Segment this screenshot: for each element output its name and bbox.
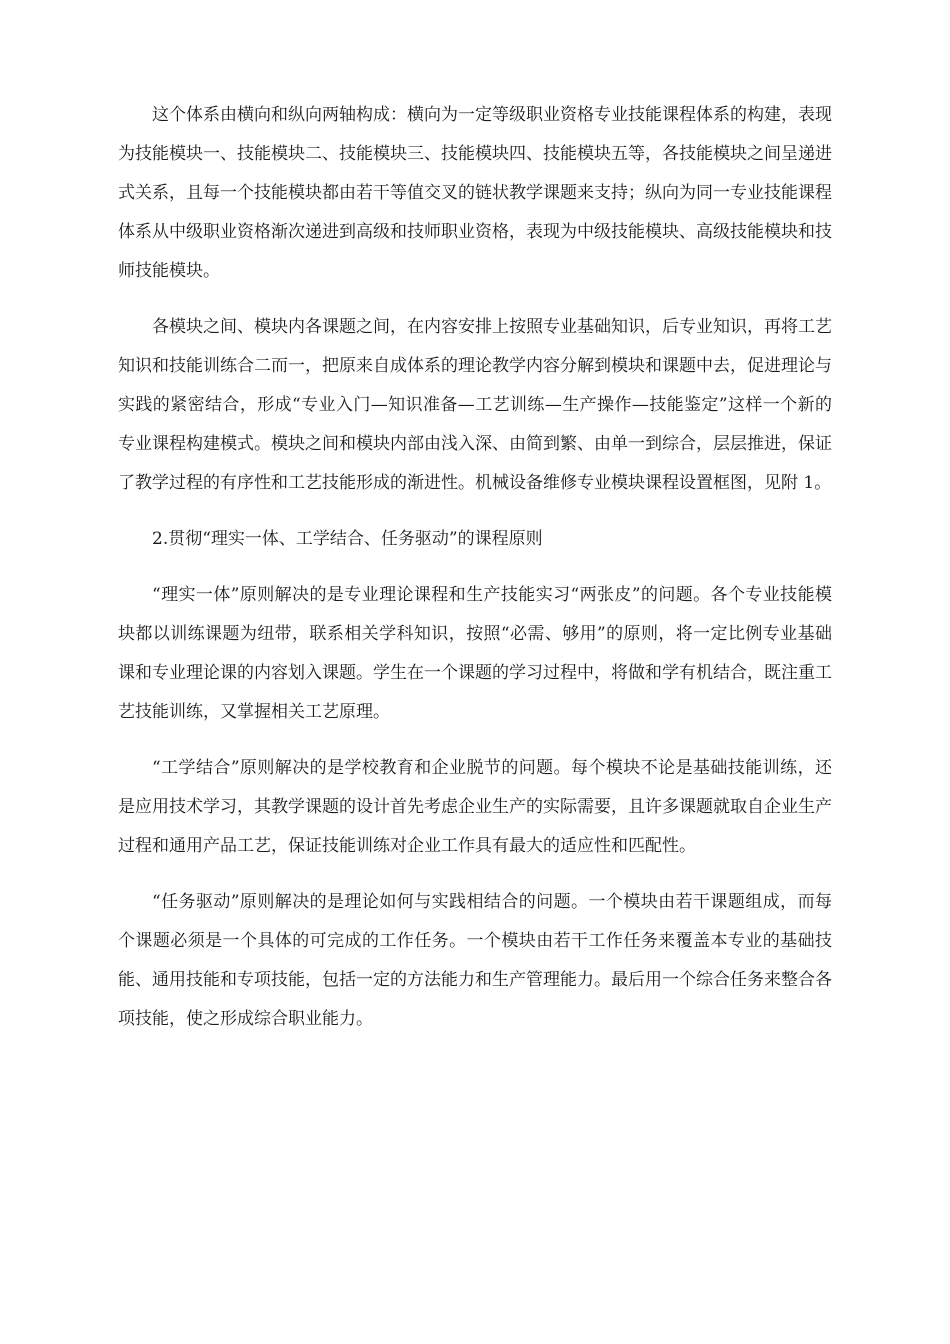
paragraph-system-axes: 这个体系由横向和纵向两轴构成：横向为一定等级职业资格专业技能课程体系的构建，表现为技能模块一、技能模块二、技能模块三、技能模块四、技能模块五等，各技能模块之间呈递进式关系，且每一个技能模块都由若干等值交叉的链状教学课题来支持；纵向为同一专业技能课程体系从中级职业资格渐次递进到高级和技师职业资格，表现为中级技能模块、高级技能模块和技师技能模块。 xyxy=(118,105,832,281)
paragraph-theory-practice: “理实一体”原则解决的是专业理论课程和生产技能实习“两张皮”的问题。各个专业技能模块都以训练课题为纽带，联系相关学科知识，按照“必需、够用”的原则，将一定比例专业基础课和专业理论课的内容划入课题。学生在一个课题的学习过程中，将做和学有机结合，既注重工艺技能训练，又掌握相关工艺原理。 xyxy=(118,585,832,722)
paragraph-work-study: “工学结合”原则解决的是学校教育和企业脱节的问题。每个模块不论是基础技能训练，还是应用技术学习，其教学课题的设计首先考虑企业生产的实际需要，且许多课题就取自企业生产过程和通用产品工艺，保证技能训练对企业工作具有最大的适应性和匹配性。 xyxy=(118,758,832,856)
section-heading: 2.贯彻“理实一体、工学结合、任务驱动”的课程原则 xyxy=(152,529,543,549)
document-body xyxy=(118,96,832,1056)
paragraph-task-driven: “任务驱动”原则解决的是理论如何与实践相结合的问题。一个模块由若干课题组成，而每个课题必须是一个具体的可完成的工作任务。一个模块由若干工作任务来覆盖本专业的基础技能、通用技能和专项技能，包括一定的方法能力和生产管理能力。最后用一个综合任务来整合各项技能，使之形成综合职业能力。 xyxy=(118,892,832,1029)
paragraph-module-arrangement: 各模块之间、模块内各课题之间，在内容安排上按照专业基础知识，后专业知识，再将工艺知识和技能训练合二而一，把原来自成体系的理论教学内容分解到模块和课题中去，促进理论与实践的紧密结合，形成“专业入门—知识准备—工艺训练—生产操作—技能鉴定”这样一个新的专业课程构建模式。模块之间和模块内部由浅入深、由简到繁、由单一到综合，层层推进，保证了教学过程的有序性和工艺技能形成的渐进性。机械设备维修专业模块课程设置框图，见附 1。 xyxy=(118,317,832,493)
